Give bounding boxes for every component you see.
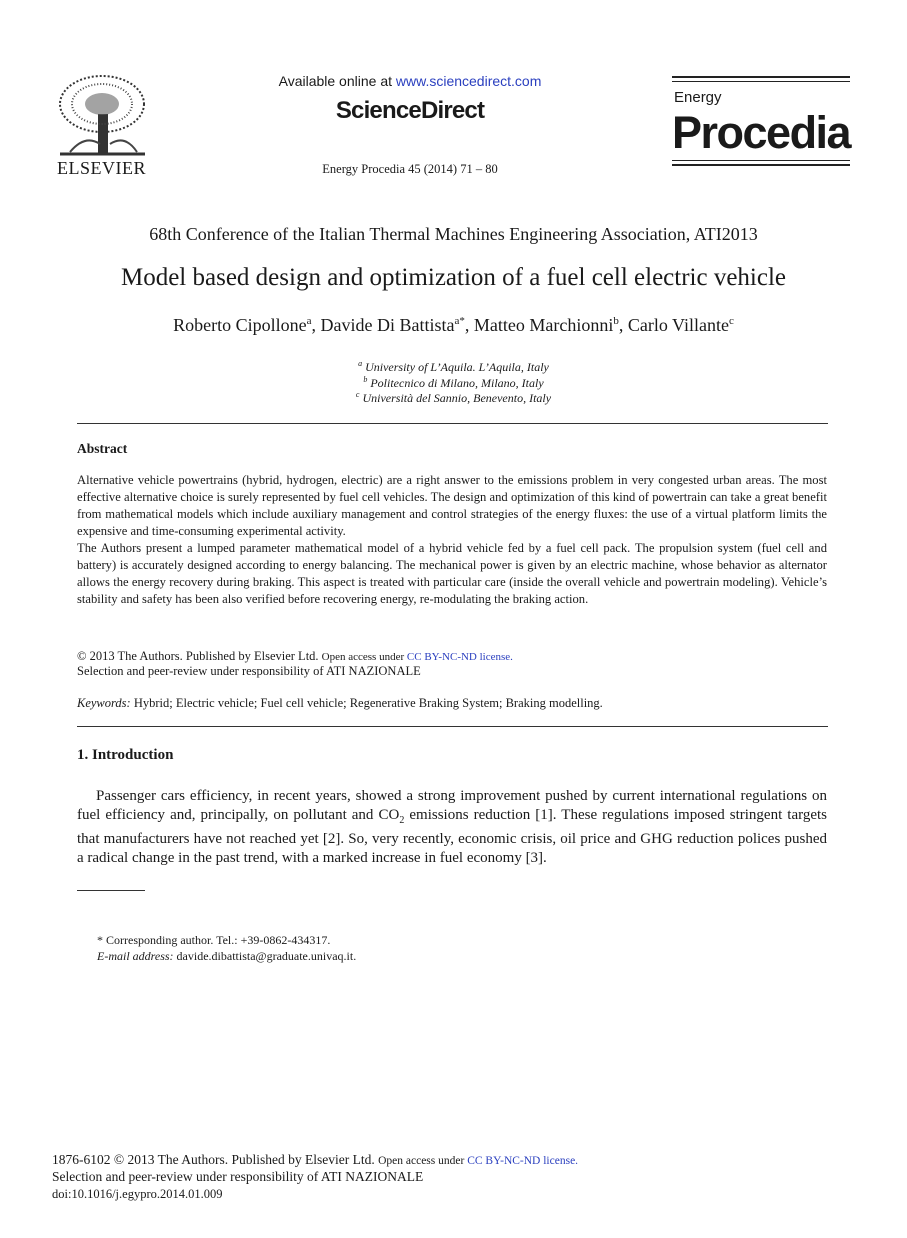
sciencedirect-logo: ScienceDirect [335,97,485,124]
journal-logo-energy: Energy [674,89,722,106]
corresponding-author-note: * Corresponding author. Tel.: +39-0862-434317. [97,933,331,947]
section-heading: 1. Introduction [77,747,174,763]
journal-reference: Energy Procedia 45 (2014) 71 – 80 [322,162,498,176]
affiliation: $^c$ Università del Sannio, Benevento, Italy [355,390,552,405]
availability-line: Available online at www.sciencedirect.com [278,73,542,89]
abstract-paragraph: Alternative vehicle powertrains (hybrid, hydrogen, electric) are a right answer to the emissions problem in very congested urban areas. The most effective alternative choice is surely represented by fuel cell vehicles. The design and optimization of this kind of powertrain can take a great benefit from mathematical models which include auxiliary management and control strategies of the energy fluxes: the use of a virtual platform limits the expensive and time-consuming experimental activity. [77,473,827,538]
author-name: Davide Di Battista [320,315,455,335]
paper-title: Model based design and optimization of a fuel cell electric vehicle [120,264,787,291]
journal-logo-procedia: Procedia [672,107,851,158]
elsevier-wordmark: ELSEVIER [57,158,146,178]
journal-logo-rule-top [672,76,850,85]
abstract-paragraph: The Authors present a lumped parameter mathematical model of a hybrid vehicle fed by a fuel cell pack. The propulsion system (fuel cell and battery) is accurately designed according to energy balancing. The mechanical power is given by an electric machine, whose behavior as alternator allows the energy recovery during braking. This aspect is treated with particular care (inside the overall vehicle and powertrain modeling). Vehicle’s stability and safety has been also verified before recovering energy, re-modulating the braking action. [77,541,827,606]
affiliation: $^b$ Politecnico di Milano, Milano, Italy [363,375,544,390]
footer-issn: 1876-6102 © 2013 The Authors. Published by Elsevier Ltd. Open access under CC BY-NC-ND license. [52,1152,579,1167]
author-name: Carlo Villante [627,315,729,335]
conference-line: 68th Conference of the Italian Thermal Machines Engineering Association, ATI2013 [149,224,758,244]
keywords: Keywords: Hybrid; Electric vehicle; Fuel cell vehicle; Regenerative Braking System; Braking modelling. [77,696,603,710]
journal-logo-rule-bottom [672,160,850,169]
email-note: E-mail address: davide.dibattista@graduate.univaq.it. [97,949,357,963]
author-name: Matteo Marchionni [473,315,614,335]
affiliation: $^a$ University of L’Aquila. L’Aquila, Italy [358,359,549,374]
footer-license-link[interactable]: CC BY-NC-ND license. [467,1155,579,1167]
sciencedirect-link[interactable]: www.sciencedirect.com [395,73,542,89]
footer-peer-review: Selection and peer-review under responsibility of ATI NAZIONALE [52,1169,424,1184]
divider [77,423,828,424]
copyright-line: © 2013 The Authors. Published by Elsevier Ltd. Open access under CC BY-NC-ND license. [77,649,513,663]
footnote-divider [77,890,145,891]
peer-review-line: Selection and peer-review under responsibility of ATI NAZIONALE [77,664,421,678]
footer-doi: doi:10.1016/j.egypro.2014.01.009 [52,1187,223,1201]
abstract-heading: Abstract [77,441,128,456]
license-link[interactable]: CC BY-NC-ND license. [406,651,513,663]
author-name: Roberto Cipollone [173,315,307,335]
author-list: Roberto Cipollone$^a$, Davide Di Battista$^{a*}$, Matteo Marchionni$^b$, Carlo Villante$^c$ [173,315,734,335]
body-paragraph: Passenger cars efficiency, in recent years, showed a strong improvement pushed by current international regulations on fuel efficiency and, principally, on pollutant and $CO_2$ emissions reduction [1]. These regulations imposed stringent targets that manufacturers have not reached yet [2]. So, very recently, economic crisis, oil price and GHG reduction polices pushed a radical change in the past trend, with a marked increase in fuel economy [3]. [77,788,827,866]
divider [77,726,828,727]
